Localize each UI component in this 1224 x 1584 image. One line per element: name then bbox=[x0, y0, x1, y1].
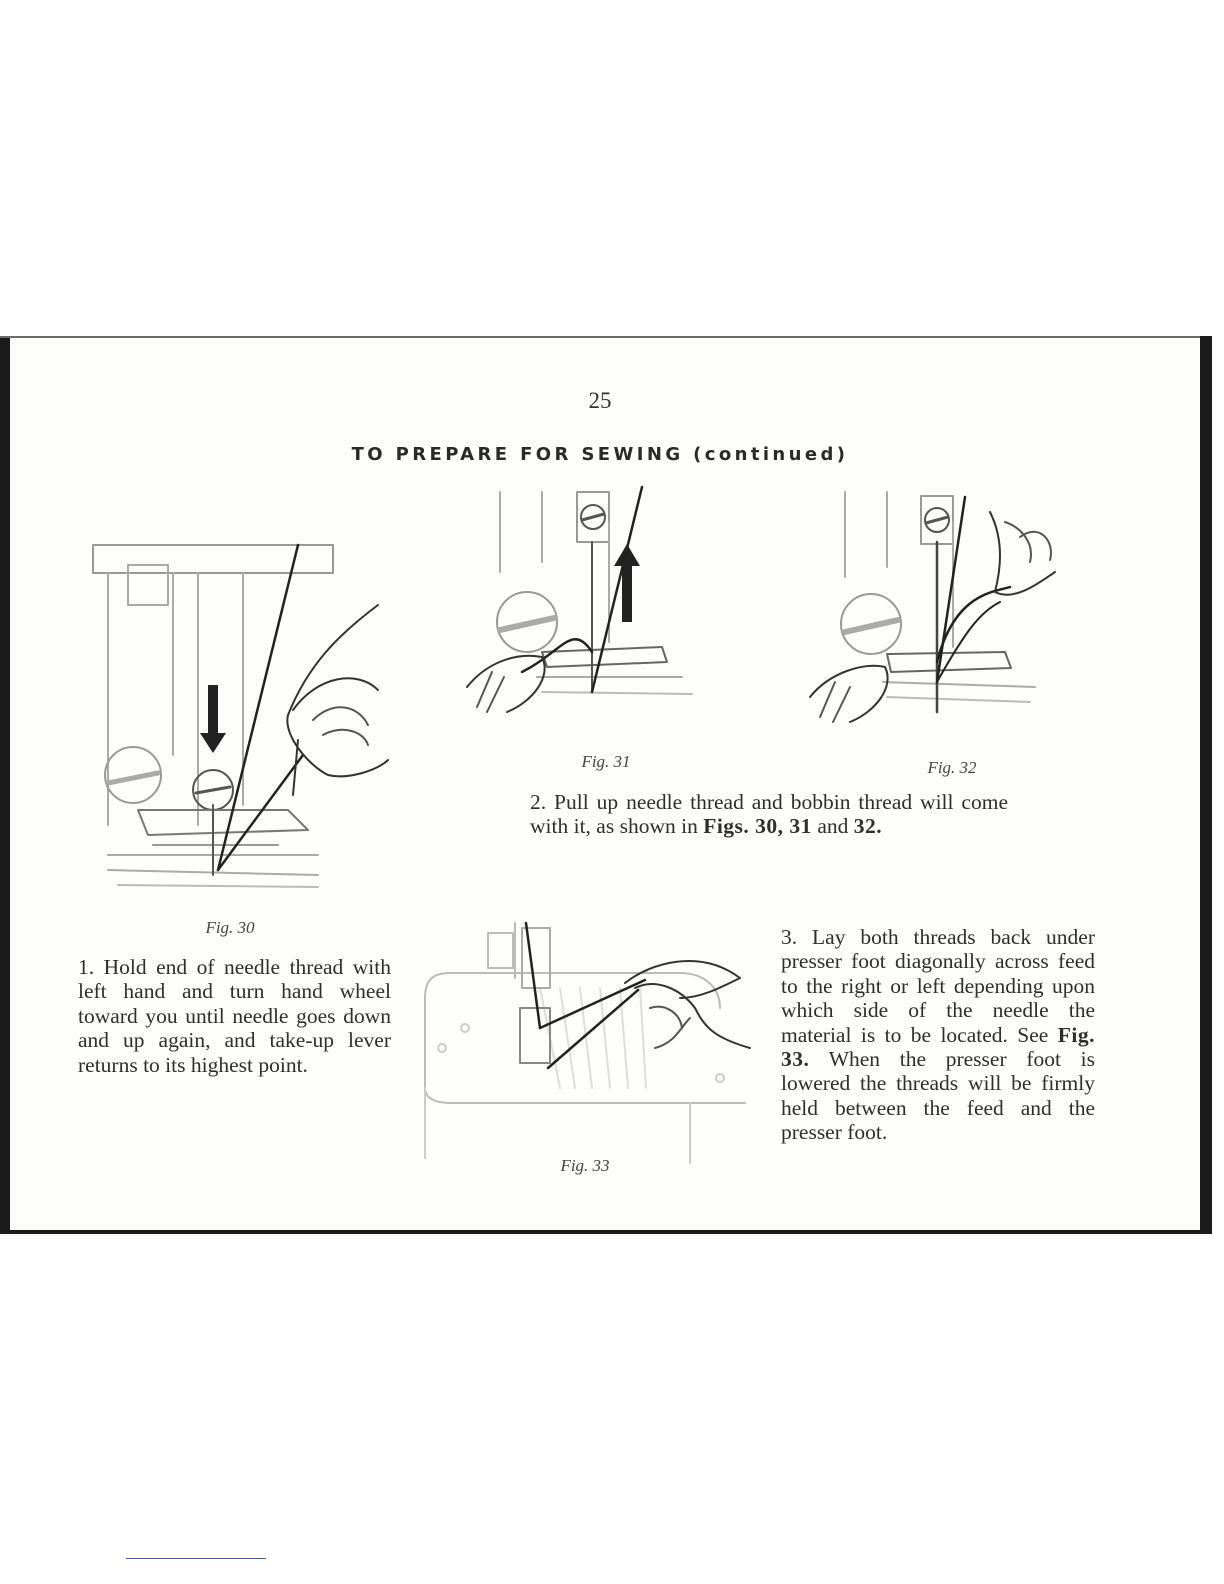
figure-33-caption: Fig. 33 bbox=[560, 1156, 610, 1175]
step-3-fig-ref: Fig. 33. bbox=[781, 1022, 1095, 1072]
page-number: 25 bbox=[588, 388, 612, 413]
figure-31-caption: Fig. 31 bbox=[581, 752, 631, 771]
page-bottom-edge bbox=[0, 1230, 1212, 1234]
step-1-text: 1. Hold end of needle thread with left hand and turn hand wheel toward you until needle goes down and up again, and take-up lever returns to its highest point. bbox=[78, 955, 391, 1077]
figure-31-illustration bbox=[462, 482, 702, 722]
step-2-text-start: 2. Pull up needle thread and bobbin thread will come with it, as shown in bbox=[530, 790, 1008, 839]
step-2-last-fig-ref: 32. bbox=[853, 814, 883, 839]
step-2-figs-ref: Figs. 30, 31 bbox=[703, 814, 812, 839]
figure-30-caption: Fig. 30 bbox=[205, 918, 255, 937]
figure-32-illustration bbox=[805, 482, 1065, 732]
page-left-edge bbox=[0, 338, 10, 1234]
step-3-text bbox=[781, 925, 1095, 1145]
footer-rule bbox=[126, 1558, 266, 1559]
section-heading: TO PREPARE FOR SEWING (continued) bbox=[351, 444, 849, 465]
step-3-text-start: 3. Lay both threads back under presser foot diagonally across feed to the right or left depending upon which side of the needle the material is to be located. See bbox=[781, 925, 1095, 1047]
step-2-text bbox=[530, 790, 1008, 839]
figure-30-illustration bbox=[78, 525, 398, 905]
step-3-text-end: When the presser foot is lowered the threads will be firmly held between the feed and the presser foot. bbox=[781, 1047, 1095, 1145]
page-right-edge bbox=[1200, 336, 1212, 1234]
figure-33-illustration bbox=[420, 918, 755, 1168]
figure-32-caption: Fig. 32 bbox=[927, 758, 977, 777]
step-2-text-and: and bbox=[811, 814, 854, 839]
